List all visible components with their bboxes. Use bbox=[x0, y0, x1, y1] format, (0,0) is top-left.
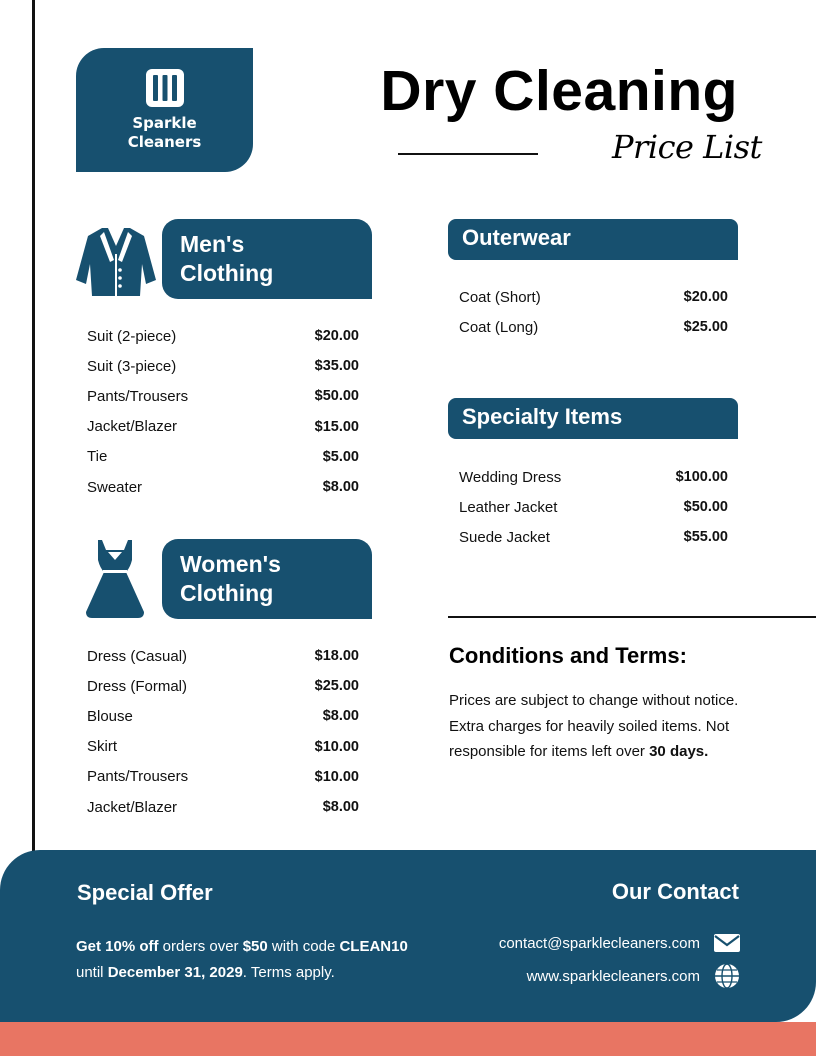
list-item: Tie $5.00 bbox=[87, 448, 359, 466]
list-item: Suede Jacket $55.00 bbox=[459, 528, 728, 546]
list-item: Dress (Casual) $18.00 bbox=[87, 647, 359, 665]
list-item: Dress (Formal) $25.00 bbox=[87, 677, 359, 695]
list-item: Pants/Trousers $10.00 bbox=[87, 768, 359, 786]
list-item: Coat (Long) $25.00 bbox=[459, 318, 728, 336]
contact-title: Our Contact bbox=[611, 879, 739, 904]
list-item: Pants/Trousers $50.00 bbox=[87, 387, 359, 405]
page-title: Dry Cleaning bbox=[380, 59, 738, 123]
title-underline bbox=[398, 153, 538, 155]
list-item: Coat (Short) $20.00 bbox=[459, 288, 728, 306]
contact-email-row bbox=[499, 930, 740, 956]
terms-body: Prices are subject to change without notice. Extra charges for heavily soiled items. Not responsible for items left over 30 days. bbox=[449, 692, 739, 760]
logo bbox=[76, 48, 253, 172]
contact-website-row bbox=[527, 963, 740, 989]
special-offer-title: Special Offer bbox=[77, 880, 213, 905]
specialty-items-heading: Specialty Items bbox=[448, 398, 738, 439]
website-link[interactable]: www.sparklecleaners.com bbox=[526, 967, 700, 985]
clothes-rack-icon bbox=[145, 68, 185, 108]
list-item: Suit (2-piece) $20.00 bbox=[87, 327, 359, 345]
list-item: Leather Jacket $50.00 bbox=[459, 498, 728, 516]
section-divider bbox=[448, 616, 816, 618]
womens-clothing-heading: Women's Clothing bbox=[162, 539, 372, 619]
logo-name: Sparkle Cleaners bbox=[127, 114, 202, 151]
list-item: Wedding Dress $100.00 bbox=[459, 468, 728, 486]
left-border-line bbox=[32, 0, 35, 856]
page-subtitle: Price List bbox=[612, 128, 762, 166]
suit-jacket-icon bbox=[76, 224, 156, 296]
womens-price-list bbox=[87, 641, 359, 822]
mens-clothing-heading: Men's Clothing bbox=[162, 219, 372, 299]
email-link[interactable]: contact@sparklecleaners.com bbox=[498, 934, 700, 952]
specialty-price-list bbox=[459, 462, 728, 553]
list-item: Suit (3-piece) $35.00 bbox=[87, 357, 359, 375]
outerwear-price-list bbox=[459, 282, 728, 342]
mens-price-list bbox=[87, 321, 359, 502]
globe-icon bbox=[714, 963, 740, 989]
special-offer-text: Get 10% off orders over $50 with code CLEAN10 until December 31, 2029. Terms apply. bbox=[76, 938, 408, 981]
list-item: Sweater $8.00 bbox=[87, 478, 359, 496]
footer bbox=[0, 850, 816, 1022]
list-item: Jacket/Blazer $8.00 bbox=[87, 798, 359, 816]
dress-icon bbox=[84, 538, 146, 620]
list-item: Skirt $10.00 bbox=[87, 738, 359, 756]
bottom-accent-band bbox=[0, 1022, 816, 1056]
list-item: Jacket/Blazer $15.00 bbox=[87, 418, 359, 436]
list-item: Blouse $8.00 bbox=[87, 707, 359, 725]
envelope-icon bbox=[714, 930, 740, 956]
terms-title: Conditions and Terms: bbox=[449, 643, 687, 668]
outerwear-heading: Outerwear bbox=[448, 219, 738, 260]
